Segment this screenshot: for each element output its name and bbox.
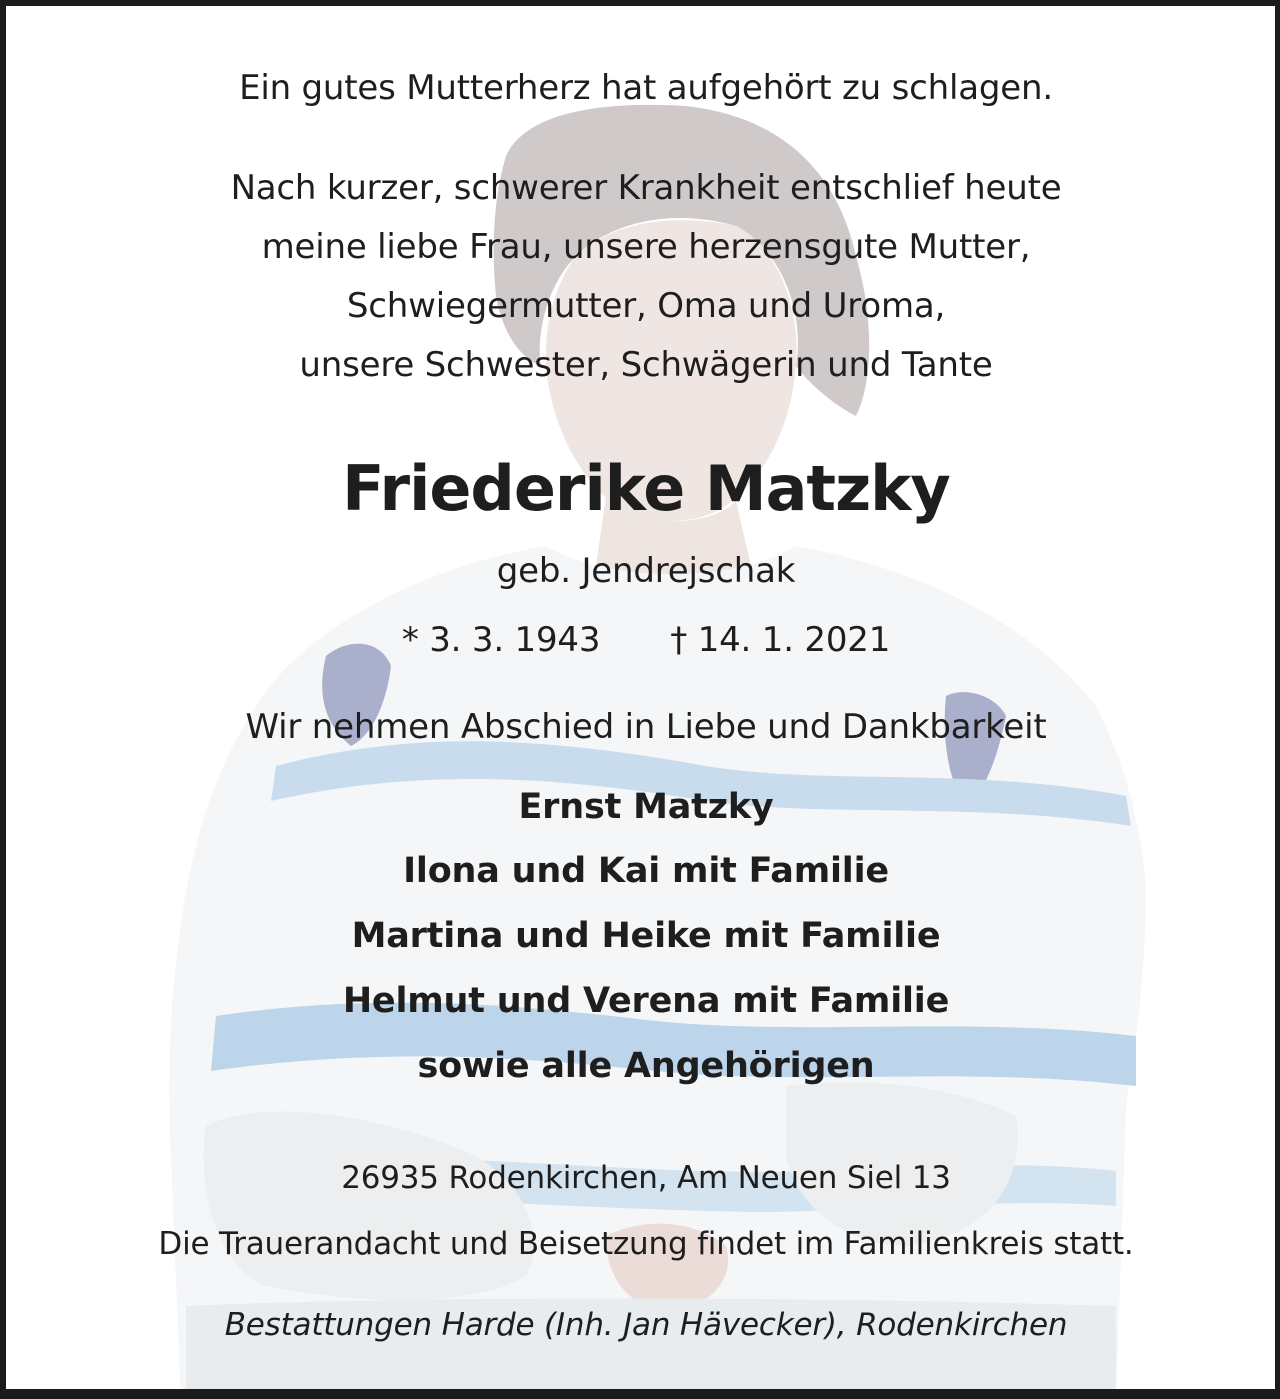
death-date: † 14. 1. 2021: [670, 620, 891, 660]
address-line: 26935 Rodenkirchen, Am Neuen Siel 13: [341, 1160, 951, 1196]
message-line-1: Nach kurzer, schwerer Krankheit entschlief heute: [230, 168, 1062, 208]
mourner-4: Helmut und Verena mit Familie: [342, 981, 950, 1021]
message-line-2: meine liebe Frau, unsere herzensgute Mutter,: [261, 227, 1031, 267]
farewell-line: Wir nehmen Abschied in Liebe und Dankbarkeit: [245, 707, 1047, 747]
ceremony-line: Die Trauerandacht und Beisetzung findet im Familienkreis statt.: [158, 1226, 1134, 1262]
maiden-name: geb. Jendrejschak: [496, 551, 796, 591]
undertaker-line: Bestattungen Harde (Inh. Jan Hävecker), Rodenkirchen: [224, 1307, 1068, 1343]
mourner-1: Ernst Matzky: [518, 787, 774, 827]
message-line-3: Schwiegermutter, Oma und Uroma,: [346, 286, 946, 326]
life-dates: [6, 620, 1280, 660]
message-line-4: unsere Schwester, Schwägerin und Tante: [299, 345, 993, 385]
birth-date: * 3. 3. 1943: [401, 620, 601, 660]
intro-line: Ein gutes Mutterherz hat aufgehört zu schlagen.: [239, 68, 1053, 108]
mourner-2: Ilona und Kai mit Familie: [403, 851, 889, 891]
deceased-name: Friederike Matzky: [342, 452, 950, 525]
mourner-5: sowie alle Angehörigen: [417, 1046, 875, 1086]
mourner-3: Martina und Heike mit Familie: [351, 916, 941, 956]
